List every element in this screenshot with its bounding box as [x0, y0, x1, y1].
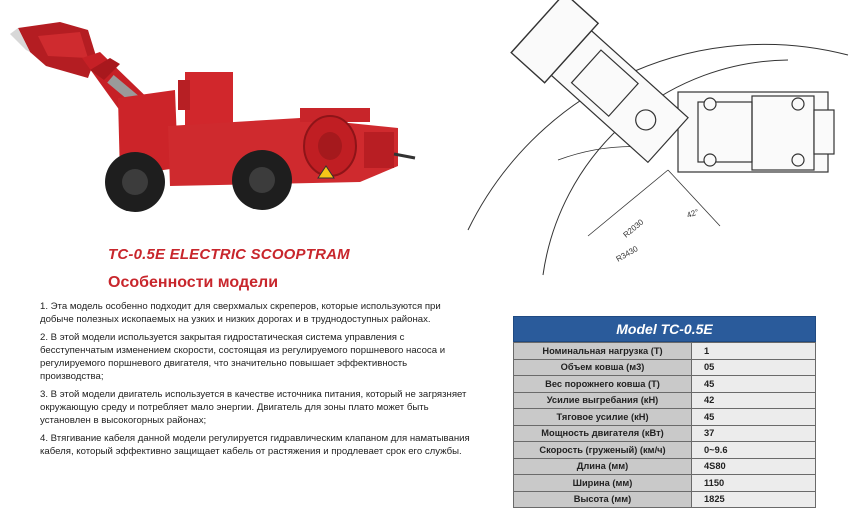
feature-2: 2. В этой модели используется закрытая гидростатическая система управления с бесступенчатым изменением скорости, состоящая из регулируемого поршневого насоса и регулируемого поршневого двигателя, что значительно повышает эффективность производства;: [40, 331, 446, 383]
spec-label: Высота (мм): [514, 491, 692, 508]
rear-housing: [364, 132, 394, 168]
wheel-marker-4: [792, 154, 804, 166]
cab-side: [178, 80, 190, 110]
spec-value: 1150: [692, 475, 816, 492]
spec-label: Усилие выгребания (кН): [514, 392, 692, 409]
spec-value: 05: [692, 359, 816, 376]
turning-radius-diagram: [448, 0, 855, 300]
rear-bumper: [814, 110, 834, 154]
table-row: [514, 359, 816, 376]
spec-value: 1825: [692, 491, 816, 508]
features-title: Особенности модели: [108, 274, 279, 291]
spec-label: Мощность двигателя (кВт): [514, 425, 692, 442]
wheel-marker-3: [792, 98, 804, 110]
spec-value: 42: [692, 392, 816, 409]
spec-label: Объем ковша (м3): [514, 359, 692, 376]
table-row: [514, 425, 816, 442]
spec-table-grid: [513, 342, 816, 508]
table-row: [514, 343, 816, 360]
wheel-marker-2: [704, 154, 716, 166]
spec-value: 0~9.6: [692, 442, 816, 459]
spec-value: 4S80: [692, 458, 816, 475]
wheel-marker-1: [704, 98, 716, 110]
spec-value: 37: [692, 425, 816, 442]
spec-label: Вес порожнего ковша (Т): [514, 376, 692, 393]
features-list: [40, 300, 470, 462]
cable-reel-hub: [318, 132, 342, 160]
feature-4: 4. Втягивание кабеля данной модели регулируется гидравлическим клапаном для наматывания кабеля, который эффективно защищает кабель от растяжения и продлевает срок его службы.: [40, 432, 470, 457]
scooptram-photo: [0, 0, 440, 230]
spec-label: Номинальная нагрузка (Т): [514, 343, 692, 360]
feature-3: 3. В этой модели двигатель используется в качестве источника питания, который не загрязняет окружающую среду и потребляет мало энергии. Двигатель для зоны плато может быть установлен в высокогорных районах;: [40, 388, 467, 427]
feature-1: 1. Эта модель особенно подходит для сверхмалых скреперов, которые используются при добыче полезных ископаемых на узких и низких дорогах и в труднодоступных районах.: [40, 301, 441, 326]
table-row: [514, 442, 816, 459]
table-row: [514, 475, 816, 492]
spec-label: Тяговое усилие (кН): [514, 409, 692, 426]
spec-label: Длина (мм): [514, 458, 692, 475]
spec-table-title: Model TC-0.5E: [513, 316, 816, 342]
rear-wheel-hub: [249, 167, 275, 193]
spec-label: Скорость (груженый) (км/ч): [514, 442, 692, 459]
spec-label: Ширина (мм): [514, 475, 692, 492]
table-row: [514, 392, 816, 409]
spec-value: 45: [692, 409, 816, 426]
model-heading: TC-0.5E ELECTRIC SCOOPTRAM: [108, 246, 350, 263]
table-row: [514, 458, 816, 475]
spec-table: [513, 316, 816, 508]
label-r3430: R3430: [614, 244, 640, 264]
front-wheel-hub: [122, 169, 148, 195]
table-row: [514, 491, 816, 508]
table-row: [514, 409, 816, 426]
rear-frame-outline: [678, 92, 828, 172]
spec-value: 45: [692, 376, 816, 393]
label-angle: 42°: [685, 207, 701, 220]
table-row: [514, 376, 816, 393]
spec-value: 1: [692, 343, 816, 360]
label-r2030: R2030: [621, 217, 646, 240]
